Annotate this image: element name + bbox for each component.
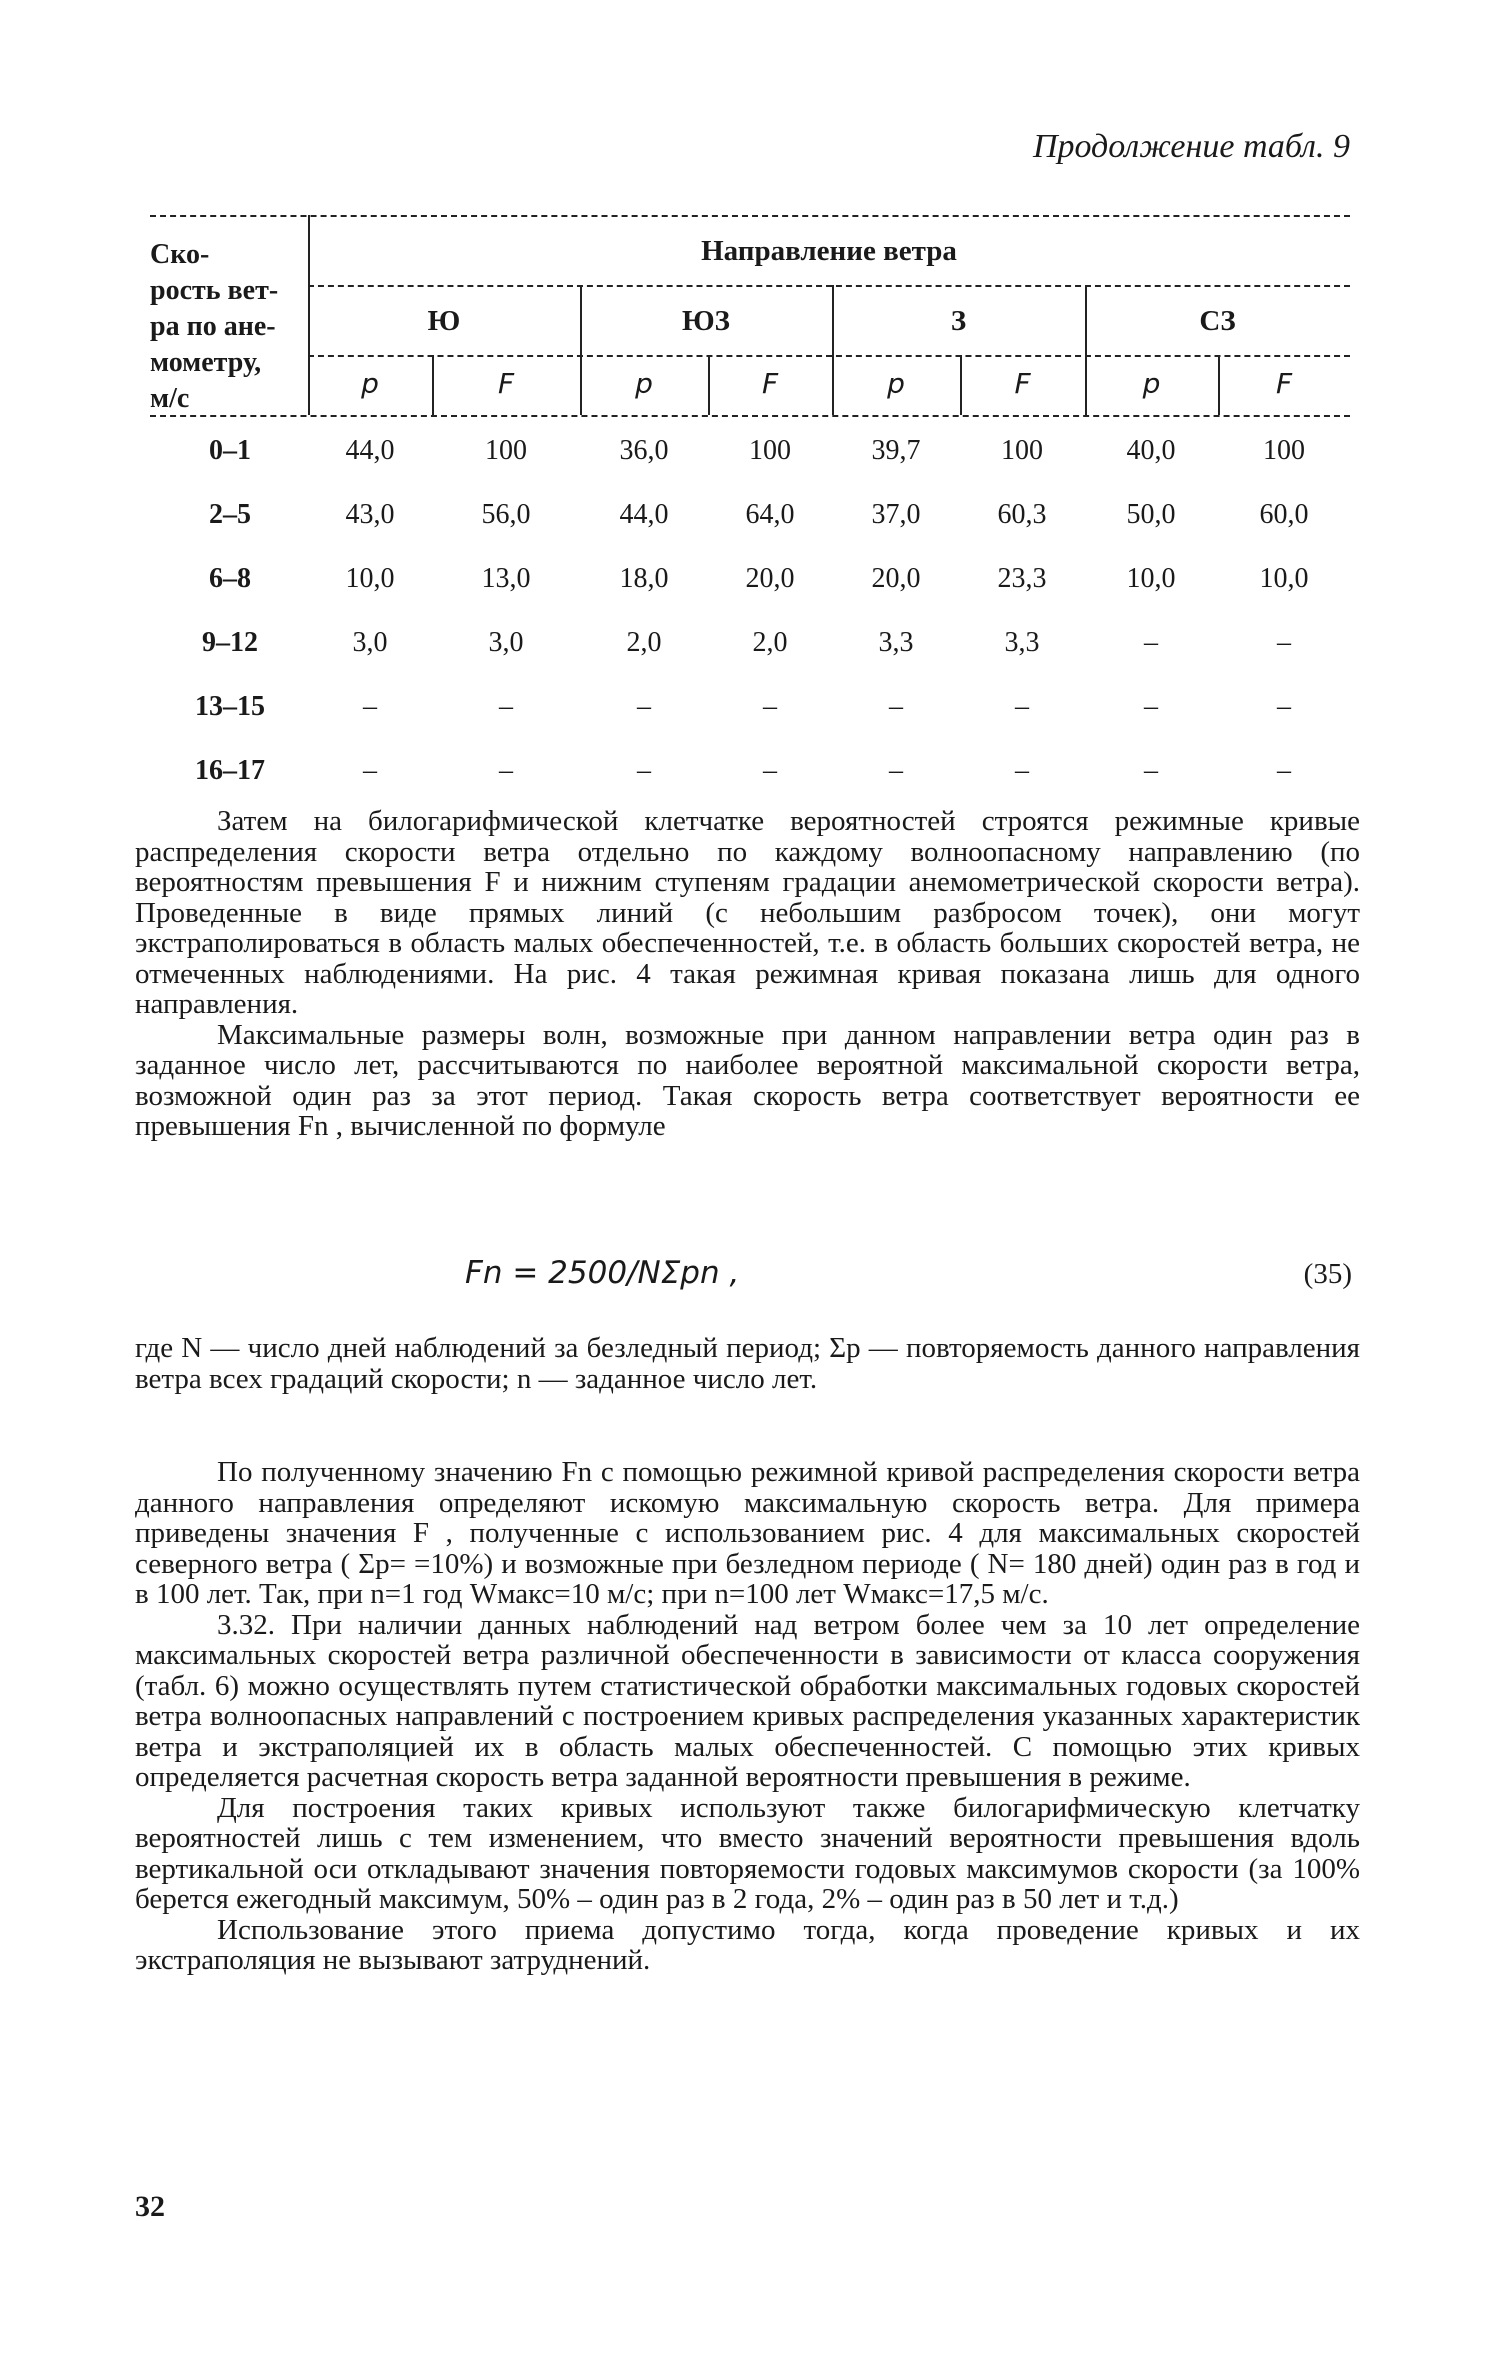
table-cell: 3,0 <box>352 627 388 658</box>
table-cell: 3,3 <box>878 627 914 658</box>
stub-header-line: мометру, <box>150 347 262 378</box>
table-cell: – <box>889 755 903 786</box>
table-cell: 43,0 <box>345 499 395 530</box>
table-cell: 18,0 <box>619 563 669 594</box>
row-speed-label: 13–15 <box>195 691 265 722</box>
stub-header <box>150 237 308 417</box>
table-cell: – <box>1144 627 1158 658</box>
table-cell: 20,0 <box>871 563 921 594</box>
table-cell: 13,0 <box>481 563 531 594</box>
direction-header-nw: СЗ <box>1199 305 1236 337</box>
table-cell: – <box>363 691 377 722</box>
table-cell: 100 <box>1263 435 1305 466</box>
table-cell: – <box>637 691 651 722</box>
table-caption: Продолжение табл. 9 <box>1032 128 1350 165</box>
paragraph: Затем на билогарифмической клетчатке вероятностей строятся режимные кривые распределения скорости ветра отдельно по каждому волноопасному направлению (по вероятностям превышения F и нижним ступеням градации анемометрической скорости ветра). Проведенные в виде прямых линий (с небольшим разбросом точек), они могут экстраполироваться в область малых обеспеченностей, т.е. в область больших скоростей ветра, не отмеченных наблюдениями. На рис. 4 такая режимная кривая показана лишь для одного направления. <box>135 805 1360 1020</box>
paragraph-block-1 <box>135 806 1360 1142</box>
table-cell: – <box>1144 691 1158 722</box>
equation-number: (35) <box>1303 1258 1352 1290</box>
table-cell: 23,3 <box>997 563 1047 594</box>
table-cell: – <box>499 691 513 722</box>
table-cell: 100 <box>749 435 791 466</box>
table-cell: 10,0 <box>345 563 395 594</box>
table-cell: 2,0 <box>752 627 788 658</box>
table-cell: – <box>1144 755 1158 786</box>
stub-header-line: м/с <box>150 383 190 414</box>
table-cell: 36,0 <box>619 435 669 466</box>
row-speed-label: 0–1 <box>209 435 251 466</box>
paragraph: Использование этого приема допустимо тогда, когда проведение кривых и их экстраполяция не вызывают затруднений. <box>135 1913 1360 1976</box>
sub-header-p: p <box>1142 367 1161 400</box>
table-cell: – <box>637 755 651 786</box>
table-cell: 10,0 <box>1259 563 1309 594</box>
direction-header-w: З <box>950 305 967 337</box>
paragraph: По полученному значению Fn с помощью режимной кривой распределения скорости ветра данного направления определяют искомую максимальную скорость ветра. Для примера приведены значения F , полученные с использованием рис. 4 для максимальных скоростей северного ветра ( Σp= =10%) и возможные при безледном периоде ( N= 180 дней) один раз в год и в 100 лет. Так, при n=1 год Wмакс=10 м/с; при n=100 лет Wмакс=17,5 м/с. <box>135 1456 1360 1610</box>
table-cell: – <box>1015 755 1029 786</box>
table-cell: – <box>363 755 377 786</box>
table-cell: 37,0 <box>871 499 921 530</box>
table-cell: 40,0 <box>1126 435 1176 466</box>
paragraph: где N — число дней наблюдений за безледный период; Σp — повторяемость данного направления ветра всех градаций скорости; n — заданное число лет. <box>135 1332 1360 1395</box>
table-cell: 44,0 <box>619 499 669 530</box>
table-cell: 3,0 <box>488 627 524 658</box>
table-cell: 44,0 <box>345 435 395 466</box>
table-cell: 60,0 <box>1259 499 1309 530</box>
paragraph: Максимальные размеры волн, возможные при данном направлении ветра один раз в заданное число лет, рассчитываются по наиболее вероятной максимальной скорости ветра, возможной один раз за этот период. Такая скорость ветра соответствует вероятности ее превышения Fn , вычисленной по формуле <box>135 1018 1360 1142</box>
group-header: Направление ветра <box>701 235 957 267</box>
table-cell: 64,0 <box>745 499 795 530</box>
table-cell: 50,0 <box>1126 499 1176 530</box>
paragraph-block-2 <box>135 1333 1360 1394</box>
table-cell: – <box>1277 755 1291 786</box>
table-cell: 100 <box>485 435 527 466</box>
table-cell: – <box>1277 691 1291 722</box>
sub-header-f: F <box>497 367 515 400</box>
wind-speed-table <box>150 215 1350 795</box>
stub-header-line: рость вет- <box>150 275 279 306</box>
sub-header-f: F <box>1275 367 1293 400</box>
table-cell: 100 <box>1001 435 1043 466</box>
table-cell: 39,7 <box>871 435 921 466</box>
table-cell: 2,0 <box>626 627 662 658</box>
table-cell: – <box>1015 691 1029 722</box>
row-speed-label: 16–17 <box>195 755 265 786</box>
stub-header-line: ра по ане- <box>150 311 276 342</box>
sub-header-p: p <box>887 367 905 400</box>
paragraph: 3.32. При наличии данных наблюдений над ветром более чем за 10 лет определение максимальных скоростей ветра различной обеспеченности в зависимости от класса сооружения (табл. 6) можно осуществлять путем статистической обработки максимальных годовых скоростей ветра волноопасных направлений с построением кривых распределения указанных характеристик ветра и экстраполяцией их в область малых обеспеченностей. С помощью этих кривых определяется расчетная скорость ветра заданной вероятности превышения в режиме. <box>135 1608 1360 1793</box>
table-cell: – <box>499 755 513 786</box>
table-cell: – <box>889 691 903 722</box>
sub-header-f: F <box>761 367 779 400</box>
page-number: 32 <box>135 2190 165 2223</box>
table-cell: 3,3 <box>1004 627 1040 658</box>
sub-header-f: F <box>1014 367 1031 400</box>
formula: Fn = 2500/NΣpn , <box>465 1255 740 1291</box>
paragraph-block-3 <box>135 1457 1360 1976</box>
direction-header-s: Ю <box>427 305 461 337</box>
table-cell: 10,0 <box>1126 563 1176 594</box>
table-cell: – <box>763 691 777 722</box>
stub-header-line: Ско- <box>150 239 210 270</box>
row-speed-label: 2–5 <box>209 499 251 530</box>
table-cell: 60,3 <box>997 499 1047 530</box>
sub-header-p: p <box>635 367 653 400</box>
row-speed-label: 9–12 <box>202 627 258 658</box>
paragraph: Для построения таких кривых используют также билогарифмическую клетчатку вероятностей лишь с тем изменением, что вместо значений вероятности превышения вдоль вертикальной оси откладывают значения повторяемости годовых максимумов скорости (за 100% берется ежегодный максимум, 50% – один раз в 2 года, 2% – один раз в 50 лет и т.д.) <box>135 1791 1360 1915</box>
table-cell: 20,0 <box>745 563 795 594</box>
table-cell: – <box>763 755 777 786</box>
sub-header-p: p <box>361 367 379 400</box>
row-speed-label: 6–8 <box>209 563 251 594</box>
table-cell: 56,0 <box>481 499 531 530</box>
direction-header-sw: ЮЗ <box>682 305 730 337</box>
table-cell: – <box>1277 627 1291 658</box>
